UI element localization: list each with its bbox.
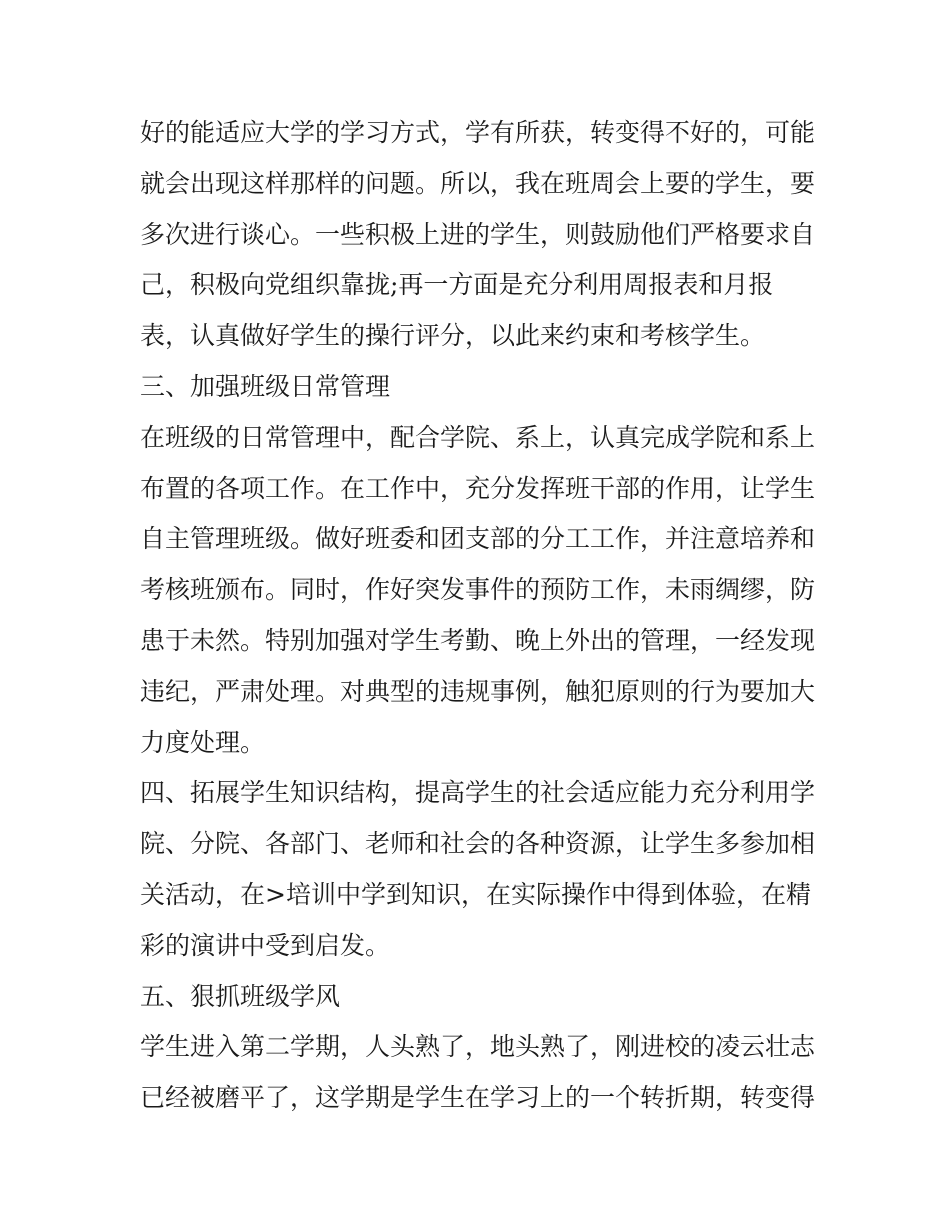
paragraph-line: 关活动，在>培训中学到知识，在实际操作中得到体验，在精 — [140, 879, 811, 909]
paragraph-line: 表，认真做好学生的操行评分，以此来约束和考核学生。 — [140, 321, 766, 351]
paragraph-line: 患于未然。特别加强对学生考勤、晚上外出的管理，一经发现 — [140, 625, 816, 655]
paragraph-line: 已经被磨平了，这学期是学生在学习上的一个转折期，转变得 — [140, 1083, 816, 1113]
document-body — [140, 108, 820, 1124]
paragraph-line: 力度处理。 — [140, 727, 266, 757]
paragraph-line: 学生进入第二学期，人头熟了，地头熟了，刚进校的凌云壮志 — [140, 1032, 816, 1062]
paragraph-line: 自主管理班级。做好班委和团支部的分工工作，并注意培养和 — [140, 524, 816, 554]
section-heading: 四、拓展学生知识结构，提高学生的社会适应能力充分利用学 — [140, 778, 816, 808]
paragraph-line: 布置的各项工作。在工作中，充分发挥班干部的作用，让学生 — [140, 473, 816, 503]
paragraph-line: 己，积极向党组织靠拢;再一方面是充分利用周报表和月报 — [140, 270, 774, 300]
paragraph-line: 就会出现这样那样的问题。所以，我在班周会上要的学生，要 — [140, 168, 816, 198]
paragraph-line: 违纪，严肃处理。对典型的违规事例，触犯原则的行为要加大 — [140, 676, 816, 706]
paragraph-line: 彩的演讲中受到启发。 — [140, 930, 391, 960]
paragraph-line: 多次进行谈心。一些积极上进的学生，则鼓励他们严格要求自 — [140, 219, 816, 249]
paragraph-line: 好的能适应大学的学习方式，学有所获，转变得不好的，可能 — [140, 118, 816, 147]
section-heading: 三、加强班级日常管理 — [140, 371, 391, 401]
section-heading: 五、狠抓班级学风 — [140, 981, 341, 1011]
paragraph-line: 考核班颁布。同时，作好突发事件的预防工作，未雨绸缪，防 — [140, 575, 816, 605]
paragraph-line: 在班级的日常管理中，配合学院、系上，认真完成学院和系上 — [140, 422, 816, 452]
paragraph-line: 院、分院、各部门、老师和社会的各种资源，让学生多参加相 — [140, 829, 816, 859]
